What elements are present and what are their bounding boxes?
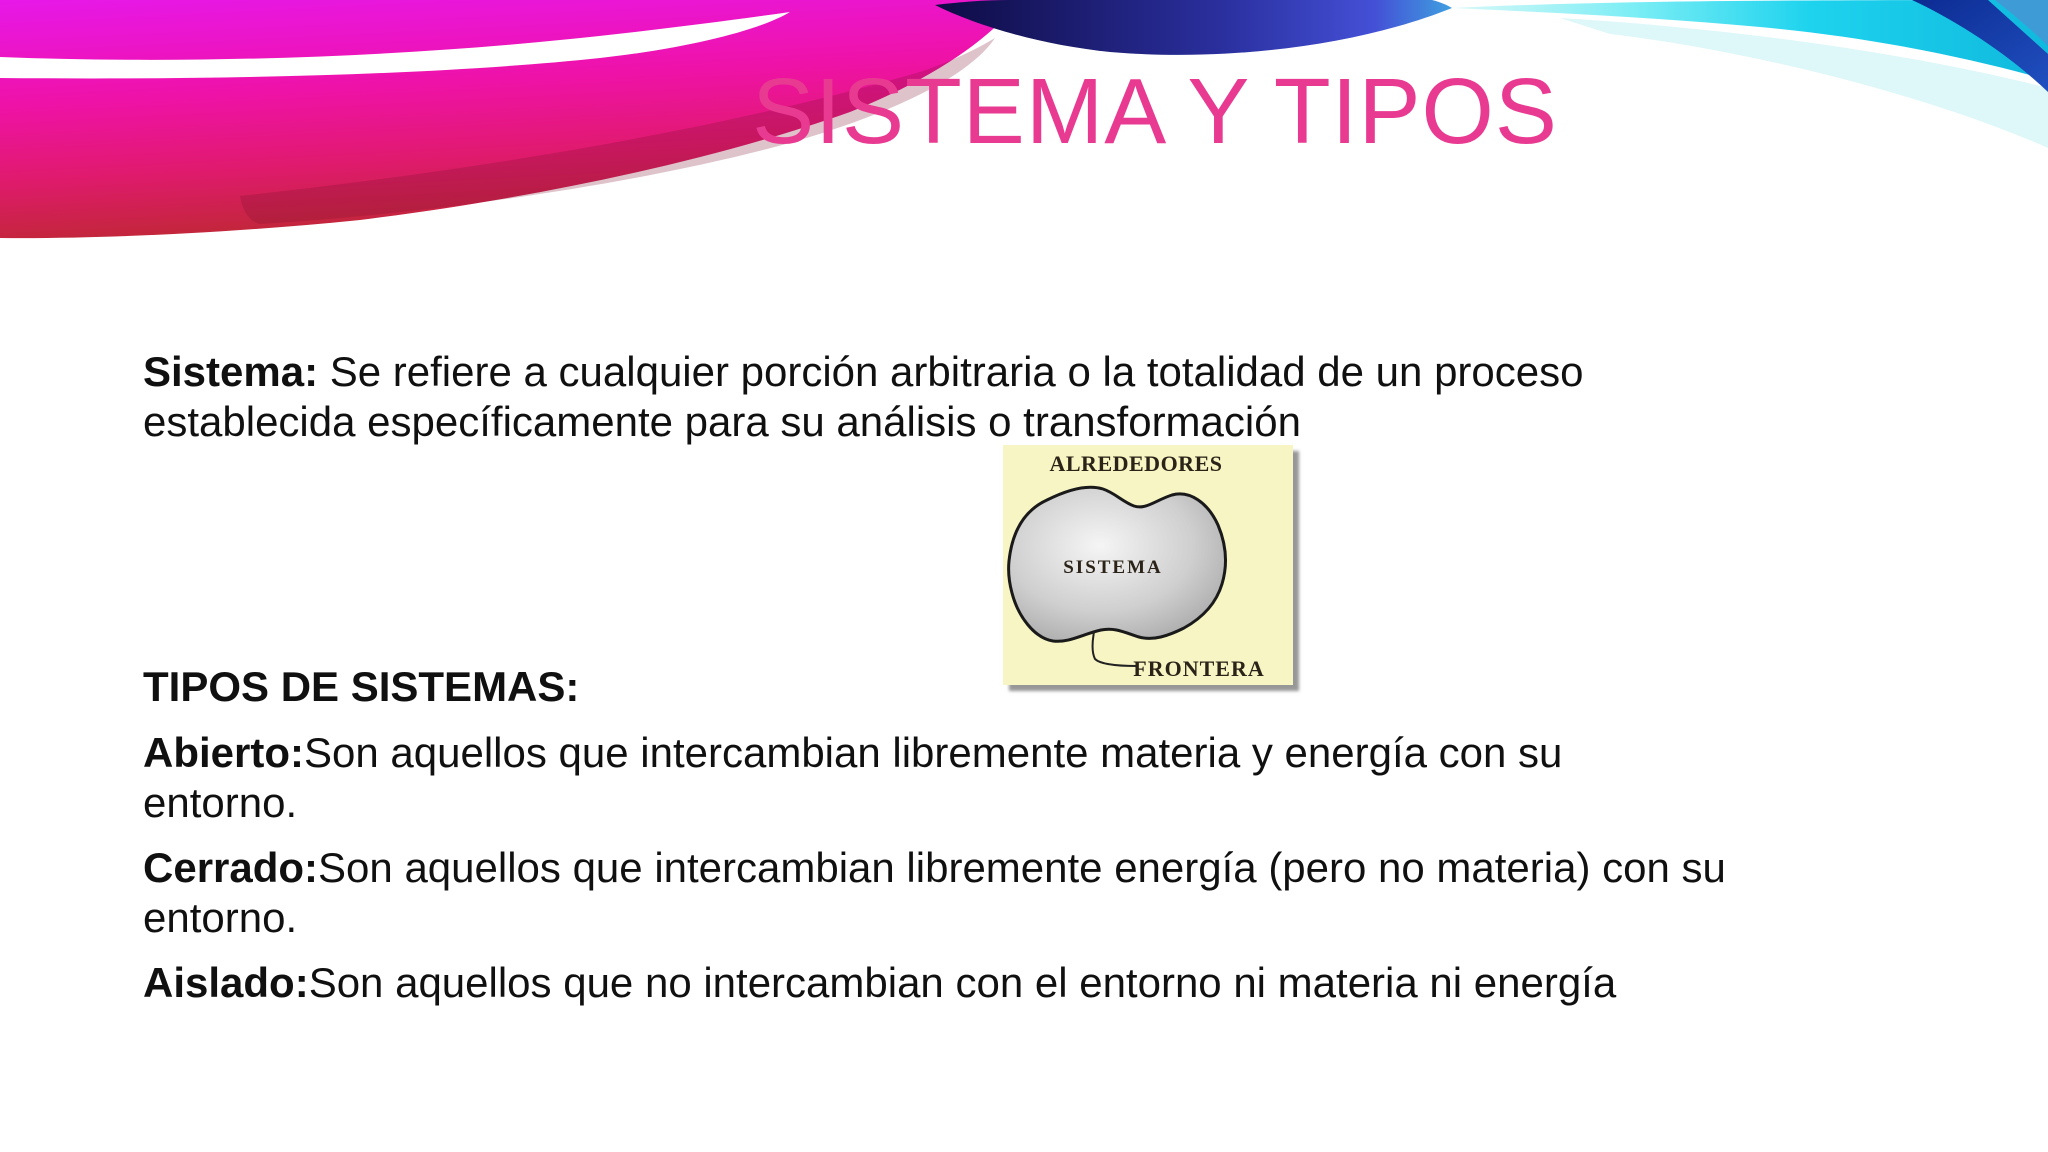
aislado-text: Son aquellos que no intercambian con el entorno ni materia ni energía (308, 959, 1617, 1006)
paragraph-abierto (143, 728, 1673, 828)
diagram-label-frontera: FRONTERA (1133, 656, 1265, 681)
diagram-label-sistema: SISTEMA (1063, 557, 1163, 578)
abierto-text: Son aquellos que intercambian libremente materia y energía con su entorno. (143, 729, 1563, 826)
system-diagram-image (1003, 445, 1293, 685)
abierto-lead: Abierto: (143, 729, 304, 776)
paragraph-sistema (143, 347, 1653, 447)
tipos-heading: TIPOS DE SISTEMAS: (143, 663, 580, 710)
cerrado-text: Son aquellos que intercambian libremente energía (pero no materia) con su entorno. (143, 844, 1726, 941)
cerrado-lead: Cerrado: (143, 844, 319, 891)
paragraph-cerrado (143, 843, 1833, 943)
paragraph-aislado (143, 958, 1843, 1008)
diagram-label-alrededores: ALREDEDORES (1049, 451, 1223, 476)
sistema-text: Se refiere a cualquier porción arbitraria o la totalidad de un proceso establecida específicamente para su análisis o transformación (143, 348, 1584, 445)
wave-navy-streak (935, 0, 1452, 55)
sistema-lead: Sistema: (143, 348, 319, 395)
slide-title: SISTEMA Y TIPOS (752, 59, 1558, 163)
system-diagram (1003, 445, 1293, 685)
aislado-lead: Aislado: (143, 959, 309, 1006)
